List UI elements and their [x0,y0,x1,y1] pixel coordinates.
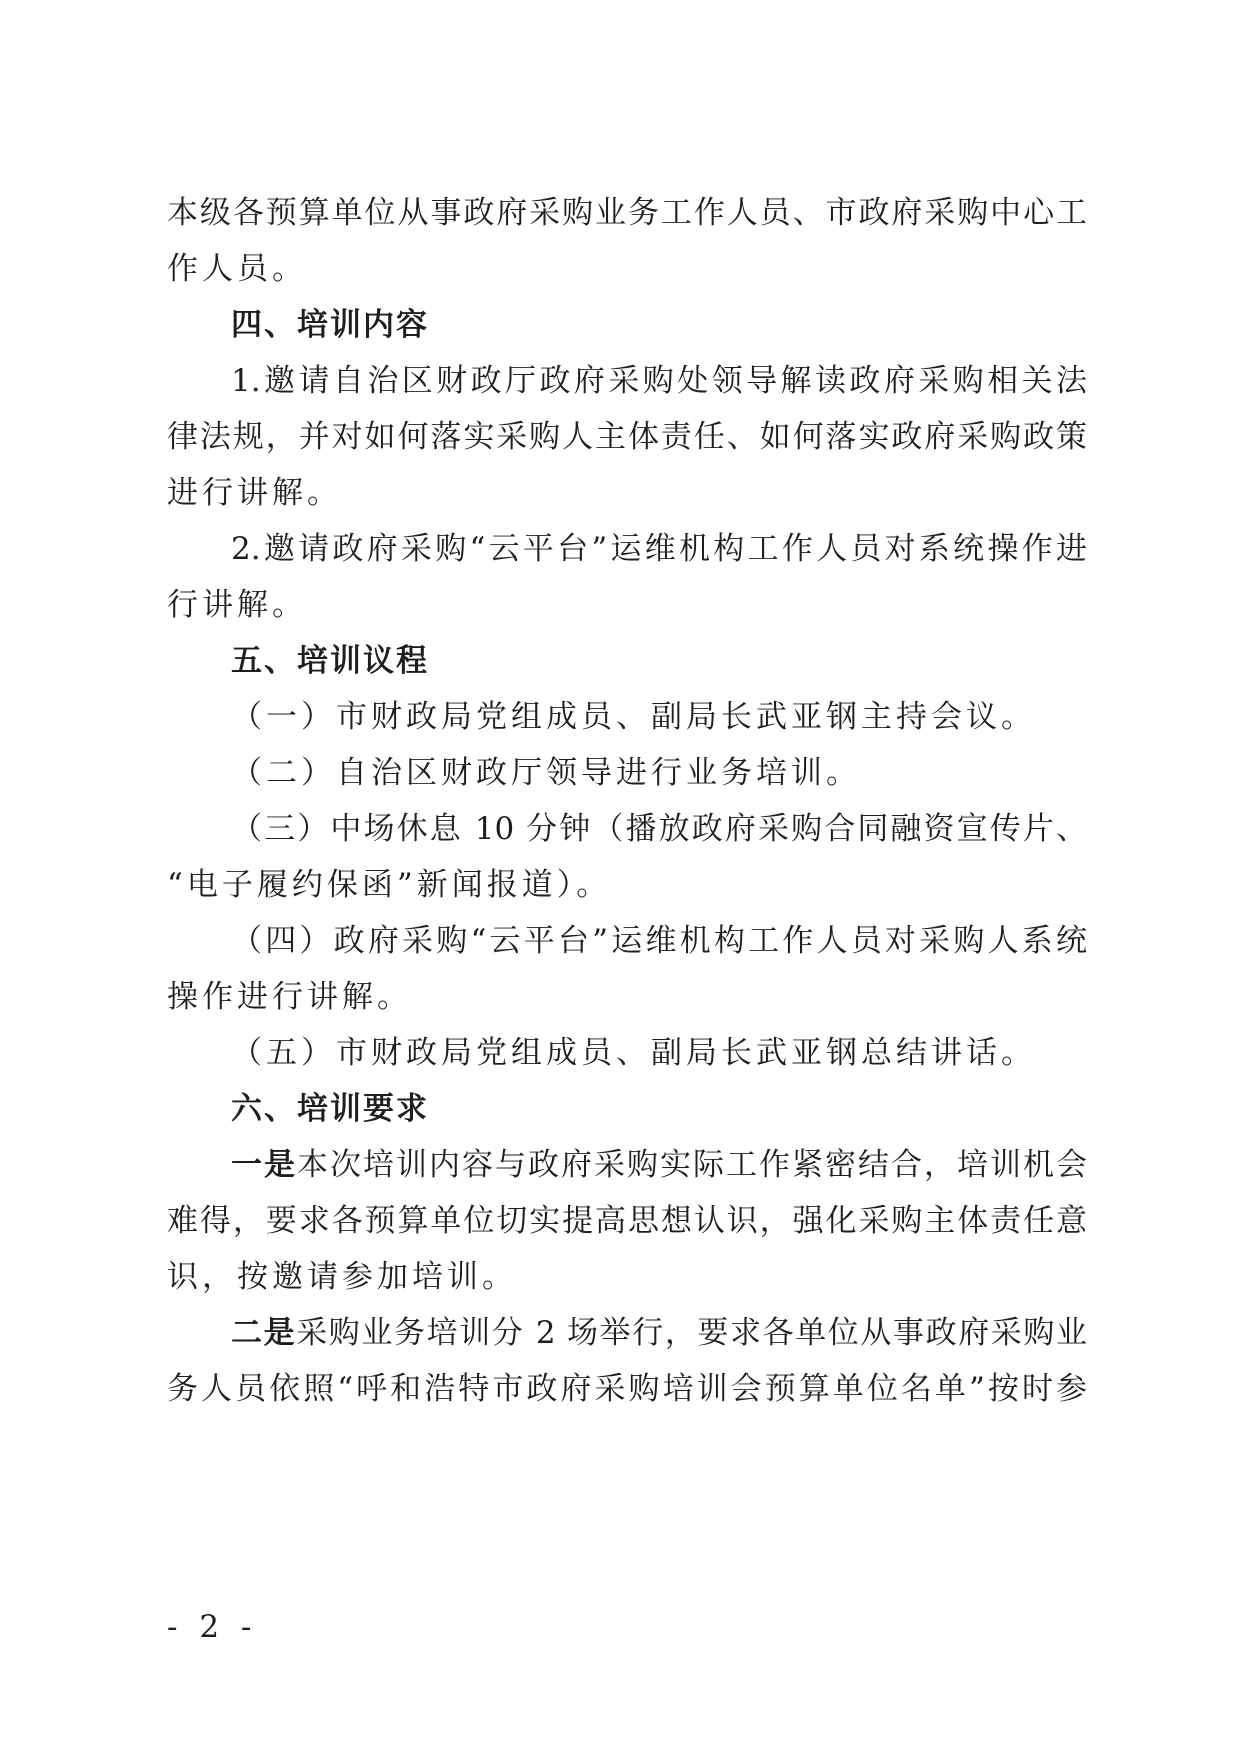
agenda-item-continuation: 操作进行讲解。 [167,979,412,1015]
requirement-lead-1: 一是 [231,1147,297,1183]
agenda-item: （一）市财政局党组成员、副局长武亚钢主持会议。 [231,699,1036,735]
body-text-line: 难得，要求各预算单位切实提高思想认识，强化采购主体责任意 [167,1203,1087,1239]
requirement-paragraph-line [231,1145,1087,1185]
body-text-line: 行讲解。 [167,587,307,623]
body-text-line: 作人员。 [167,251,307,287]
page-number: - 2 - [167,1609,258,1645]
body-text-line: 务人员依照“呼和浩特市政府采购培训会预算单位名单”按时参 [167,1371,1087,1407]
body-text-line: 进行讲解。 [167,475,342,511]
requirement-lead-2: 二是 [231,1315,297,1351]
requirement-text: 本次培训内容与政府采购实际工作紧密结合，培训机会 [297,1147,1087,1183]
agenda-item-continuation: “电子履约保函”新闻报道）。 [167,867,612,903]
section-heading-training-agenda: 五、培训议程 [231,643,429,679]
agenda-item: （二）自治区财政厅领导进行业务培训。 [231,755,861,791]
body-text-line: 识，按邀请参加培训。 [167,1259,517,1295]
agenda-item: （四）政府采购“云平台”运维机构工作人员对采购人系统 [231,923,1087,959]
body-text-line: 2.邀请政府采购“云平台”运维机构工作人员对系统操作进 [231,531,1087,567]
body-text-line: 1.邀请自治区财政厅政府采购处领导解读政府采购相关法 [231,363,1087,399]
requirement-text: 采购业务培训分 2 场举行，要求各单位从事政府采购业 [296,1315,1087,1351]
body-text-line: 律法规，并对如何落实采购人主体责任、如何落实政府采购政策 [167,419,1087,455]
section-heading-training-requirements: 六、培训要求 [231,1091,429,1127]
body-text-line: 本级各预算单位从事政府采购业务工作人员、市政府采购中心工 [167,195,1087,231]
requirement-paragraph-line [231,1313,1087,1353]
agenda-item: （三）中场休息 10 分钟（播放政府采购合同融资宣传片、 [231,811,1087,847]
section-heading-training-content: 四、培训内容 [231,307,429,343]
agenda-item: （五）市财政局党组成员、副局长武亚钢总结讲话。 [231,1035,1036,1071]
